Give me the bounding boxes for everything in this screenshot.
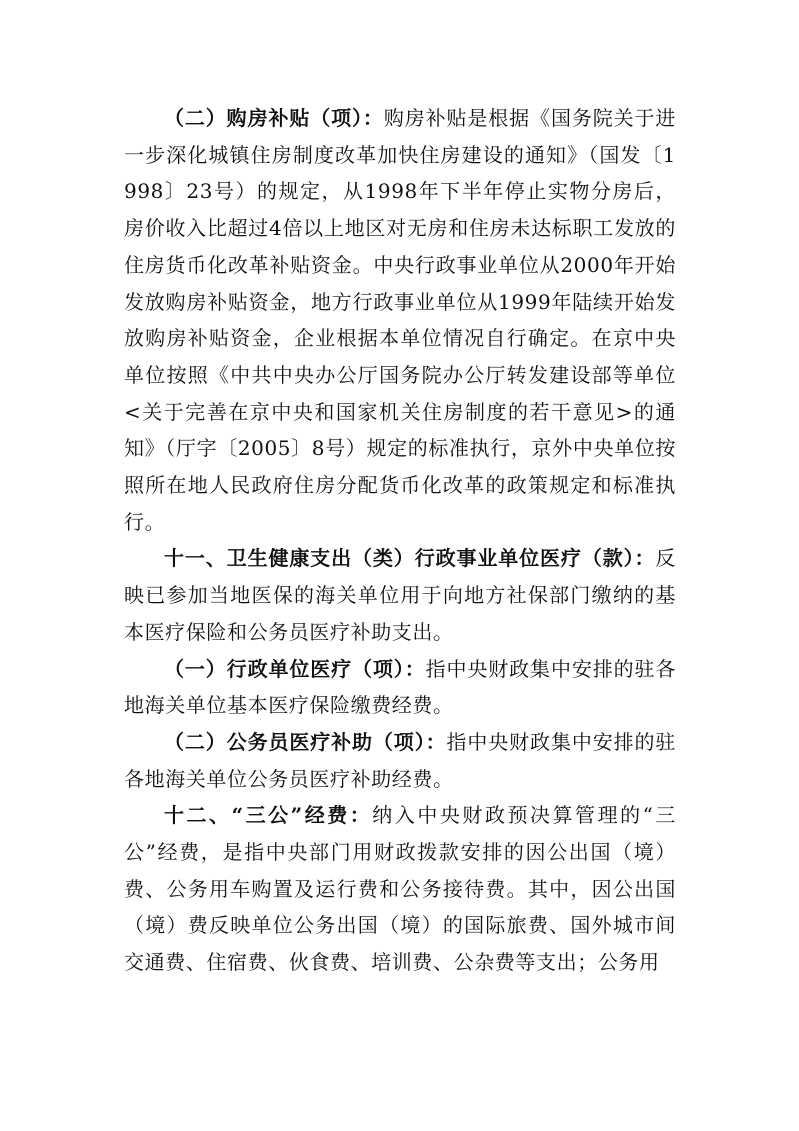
document-body: [124, 100, 676, 981]
paragraph-administrative-medical: [124, 651, 676, 724]
paragraph-heading: （一）行政单位医疗（项）：: [164, 656, 426, 681]
paragraph-text: 指中央财政集中安排的驻各地海关单位公务员医疗补助经费。: [124, 729, 676, 791]
paragraph-heading: 十一、卫生健康支出（类）行政事业单位医疗（款）：: [164, 546, 656, 571]
paragraph-heading: 十二、“三公”经费：: [164, 803, 373, 828]
paragraph-health-expenditure: [124, 540, 676, 650]
paragraph-heading: （二）公务员医疗补助（项）：: [164, 729, 447, 754]
paragraph-text: 反映已参加当地医保的海关单位用于向地方社保部门缴纳的基本医疗保险和公务员医疗补助支出。: [124, 546, 676, 644]
paragraph-three-public-expenses: [124, 797, 676, 981]
paragraph-civil-servant-medical-subsidy: [124, 724, 676, 797]
paragraph-text: 纳入中央财政预决算管理的“三公”经费，是指中央部门用财政拨款安排的因公出国（境）费、公务用车购置及运行费和公务接待费。其中，因公出国（境）费反映单位公务出国（境）的国际旅费、国外城市间交通费、住宿费、伙食费、培训费、公杂费等支出；公务用: [124, 803, 676, 975]
paragraph-text: 购房补贴是根据《国务院关于进一步深化城镇住房制度改革加快住房建设的通知》（国发〔1998〕23号）的规定，从1998年下半年停止实物分房后，房价收入比超过4倍以上地区对无房和住房未达标职工发放的住房货币化改革补贴资金。中央行政事业单位从2000年开始发放购房补贴资金，地方行政事业单位从1999年陆续开始发放购房补贴资金，企业根据本单位情况自行确定。在京中央单位按照《中共中央办公厅国务院办公厅转发建设部等单位<关于完善在京中央和国家机关住房制度的若干意见>的通知》（厅字〔2005〕8号）规定的标准执行，京外中央单位按照所在地人民政府住房分配货币化改革的政策规定和标准执行。: [124, 106, 676, 534]
paragraph-housing-subsidy: [124, 100, 676, 540]
paragraph-text: 指中央财政集中安排的驻各地海关单位基本医疗保险缴费经费。: [124, 656, 676, 718]
paragraph-heading: （二）购房补贴（项）：: [164, 106, 384, 130]
